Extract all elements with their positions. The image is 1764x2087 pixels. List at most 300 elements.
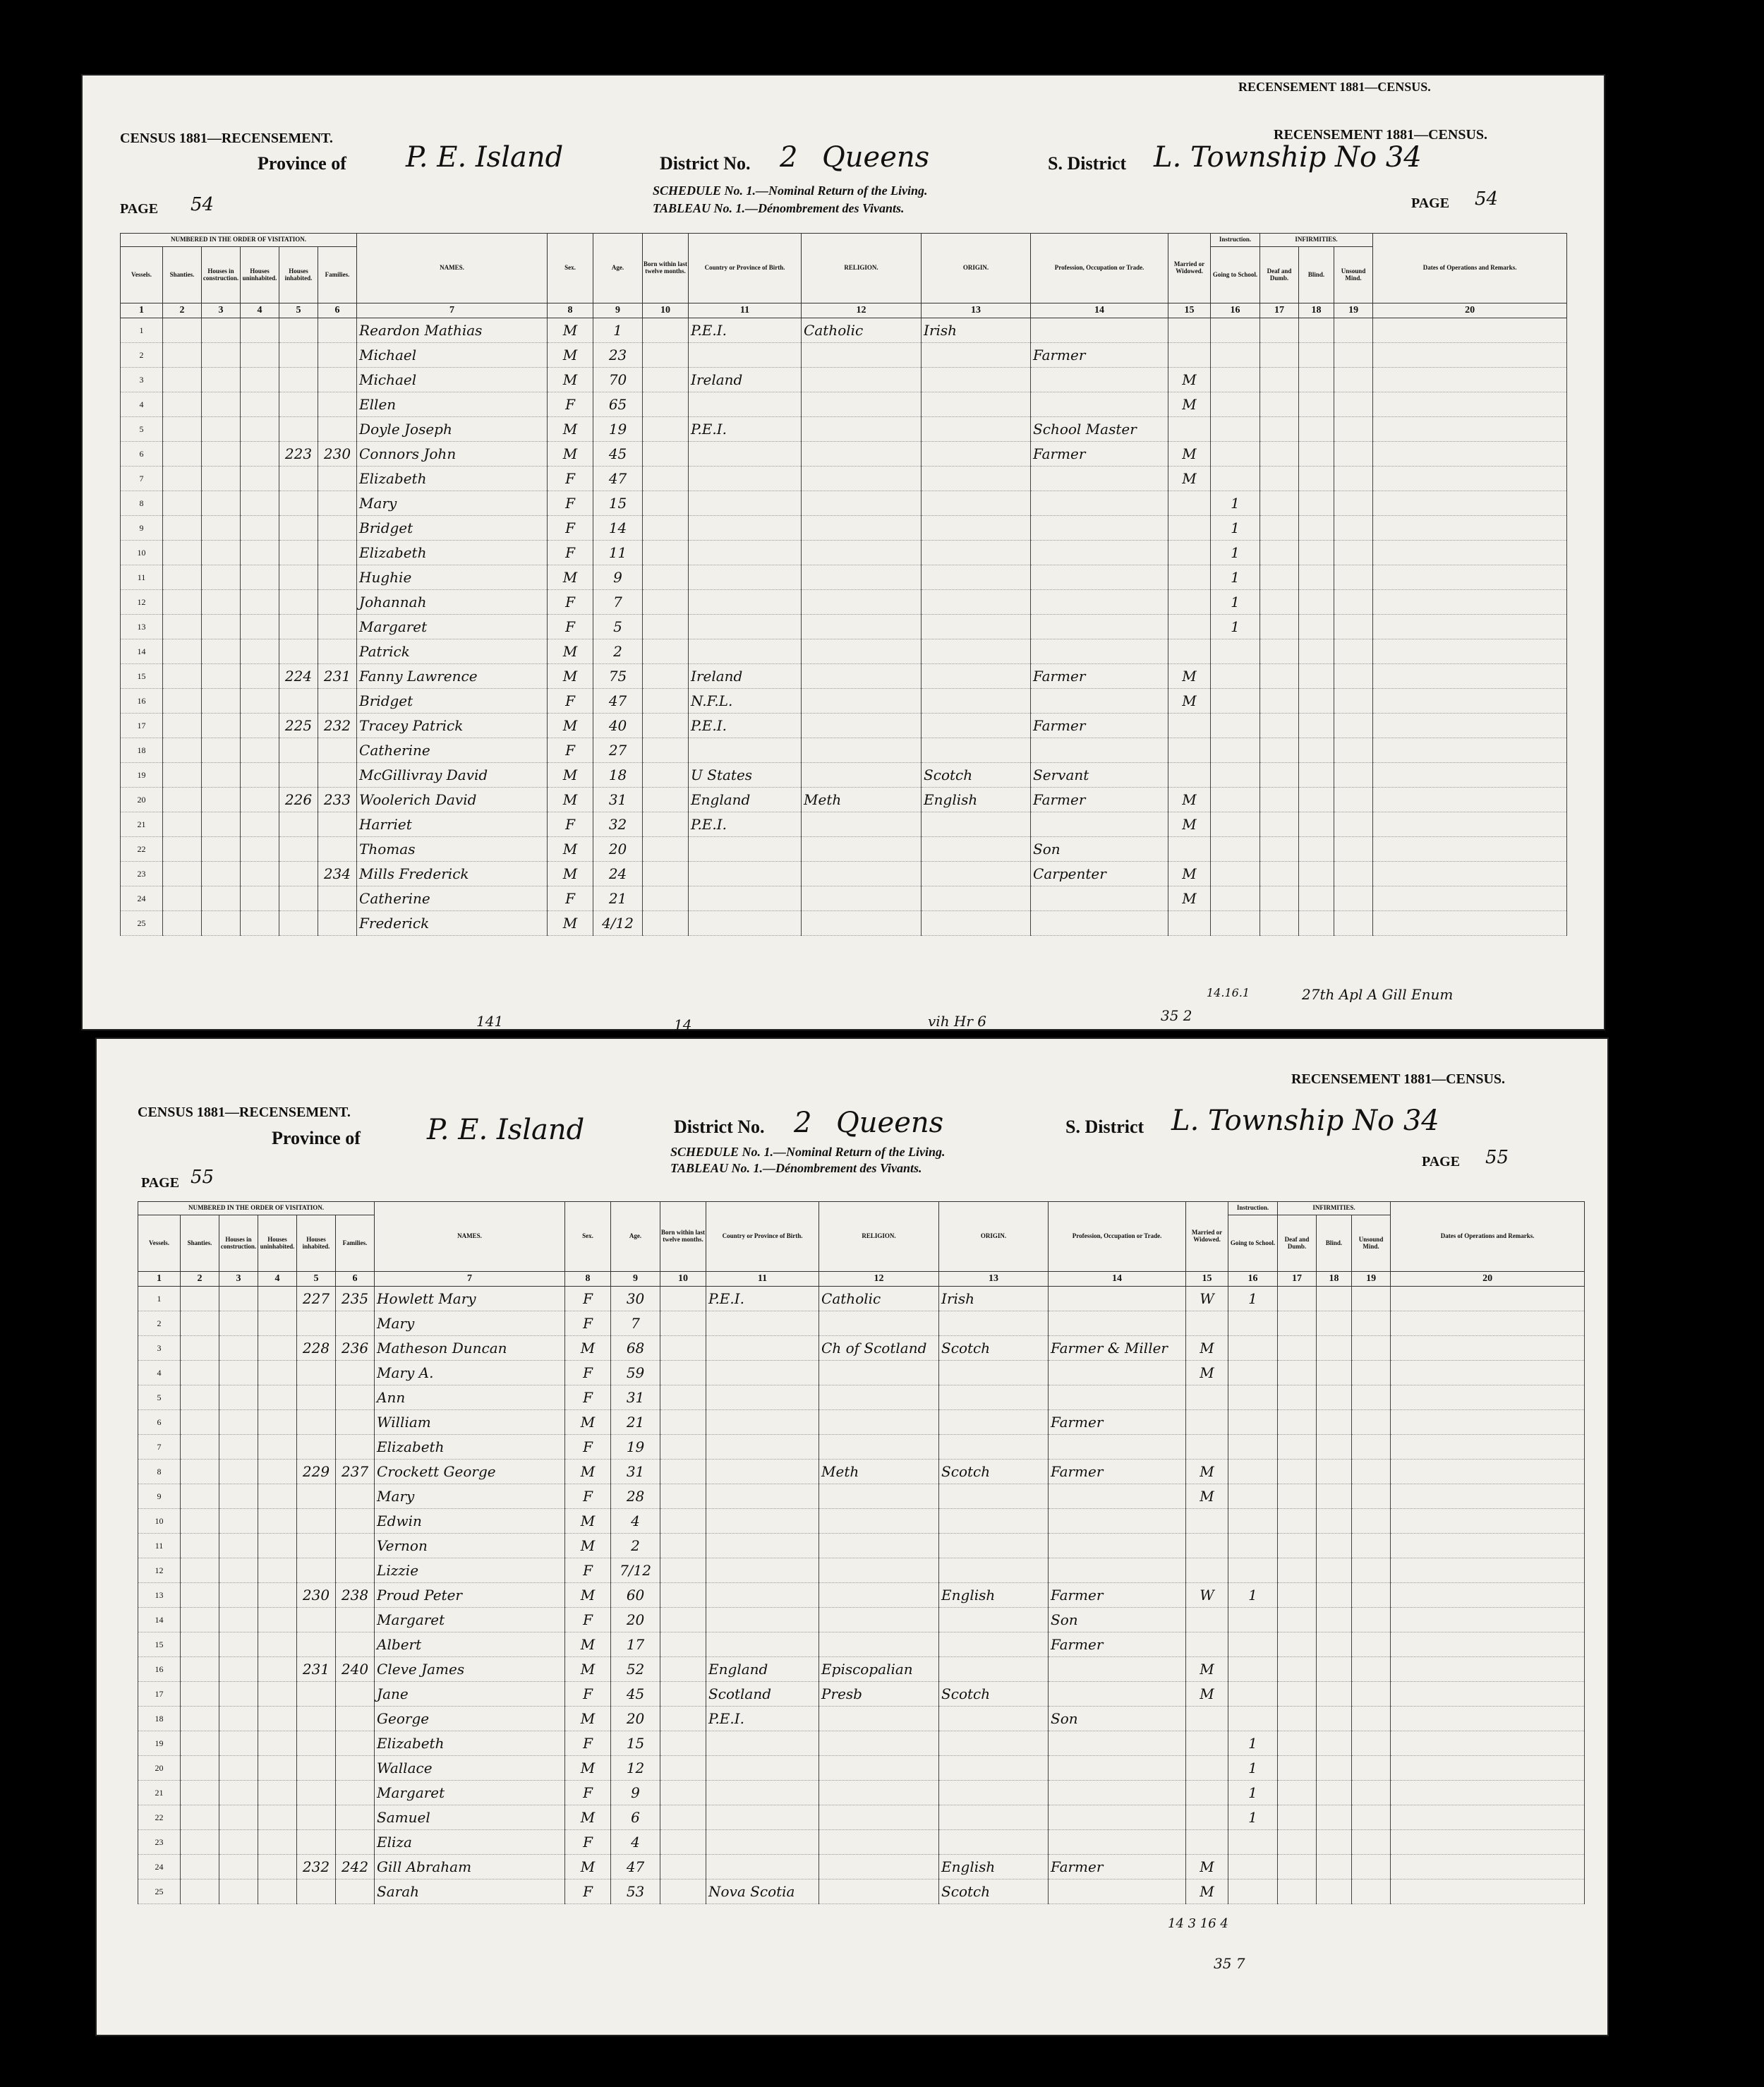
cell-sex: M (565, 1756, 611, 1781)
cell-shanties (163, 763, 202, 788)
cell-remarks (1391, 1558, 1585, 1583)
cell-deaf (1278, 1632, 1317, 1657)
cell-blind (1317, 1781, 1352, 1805)
cell-unsound (1352, 1460, 1391, 1484)
cell-age: 20 (593, 837, 643, 862)
cell-blind (1317, 1460, 1352, 1484)
cell-profession (1031, 491, 1168, 516)
cell-unsound (1334, 714, 1373, 738)
cell-deaf (1260, 862, 1299, 886)
cell-deaf (1278, 1879, 1317, 1904)
cell-uninhabited (258, 1731, 297, 1756)
cell-construction (202, 318, 241, 343)
col-number: 8 (548, 303, 593, 318)
cell-blind (1317, 1879, 1352, 1904)
cell-deaf (1260, 639, 1299, 664)
col-number: 13 (922, 303, 1031, 318)
cell-sex: M (565, 1805, 611, 1830)
cell-born (660, 1558, 706, 1583)
cell-uninhabited (258, 1805, 297, 1830)
cell-born (660, 1855, 706, 1879)
col-sex: Sex. (565, 1202, 611, 1272)
line-number: 25 (121, 911, 163, 936)
cell-married (1168, 516, 1211, 541)
cell-born (643, 837, 689, 862)
cell-religion (819, 1435, 939, 1460)
cell-country (689, 516, 802, 541)
cell-dwelling (297, 1484, 336, 1509)
cell-profession (1031, 516, 1168, 541)
cell-dwelling (297, 1632, 336, 1657)
cell-name: Mary (375, 1484, 565, 1509)
cell-origin (922, 590, 1031, 615)
cell-name: Cleve James (375, 1657, 565, 1682)
cell-construction (219, 1805, 258, 1830)
cell-construction (219, 1756, 258, 1781)
cell-name: Margaret (375, 1608, 565, 1632)
cell-uninhabited (241, 837, 279, 862)
table-row (121, 664, 1567, 689)
cell-sex: F (548, 689, 593, 714)
cell-remarks (1391, 1855, 1585, 1879)
remark-note: 27th Apl A Gill Enum (1302, 986, 1454, 1003)
cell-unsound (1334, 911, 1373, 936)
table-row (138, 1830, 1585, 1855)
cell-construction (202, 516, 241, 541)
cell-sex: M (548, 763, 593, 788)
cell-dwelling (297, 1534, 336, 1558)
col-number: 2 (181, 1272, 219, 1287)
cell-country (706, 1855, 819, 1879)
col-vessels: Vessels. (138, 1215, 181, 1272)
line-number: 7 (121, 467, 163, 491)
cell-deaf (1278, 1509, 1317, 1534)
cell-sex: M (548, 714, 593, 738)
cell-name: Elizabeth (375, 1435, 565, 1460)
cell-sex: M (565, 1707, 611, 1731)
cell-origin: Irish (922, 318, 1031, 343)
cell-dwelling (279, 516, 318, 541)
cell-unsound (1352, 1756, 1391, 1781)
cell-born (660, 1311, 706, 1336)
table-row (121, 689, 1567, 714)
cell-dwelling (279, 886, 318, 911)
line-number: 19 (138, 1731, 181, 1756)
cell-sex: M (548, 417, 593, 442)
line-number: 9 (138, 1484, 181, 1509)
cell-age: 45 (593, 442, 643, 467)
cell-sex: M (565, 1460, 611, 1484)
cell-age: 24 (593, 862, 643, 886)
cell-unsound (1334, 886, 1373, 911)
cell-born (643, 368, 689, 392)
cell-born (660, 1707, 706, 1731)
cell-name: Samuel (375, 1805, 565, 1830)
cell-dwelling (279, 837, 318, 862)
cell-deaf (1260, 442, 1299, 467)
cell-origin (922, 862, 1031, 886)
cell-uninhabited (258, 1311, 297, 1336)
schedule-title-fr: TABLEAU No. 1.—Dénombrement des Vivants. (653, 201, 905, 215)
cell-deaf (1260, 491, 1299, 516)
cell-deaf (1260, 664, 1299, 689)
cell-married: M (1186, 1682, 1228, 1707)
cell-origin (939, 1410, 1049, 1435)
province-value: P. E. Island (406, 141, 564, 174)
cell-construction (202, 639, 241, 664)
cell-family (336, 1435, 375, 1460)
line-number: 4 (121, 392, 163, 417)
cell-unsound (1334, 812, 1373, 837)
cell-age: 60 (611, 1583, 660, 1608)
cell-profession: Farmer (1031, 343, 1168, 368)
col-vessels: Vessels. (121, 247, 163, 303)
cell-country (689, 565, 802, 590)
cell-dwelling (279, 763, 318, 788)
cell-shanties (181, 1509, 219, 1534)
cell-deaf (1278, 1756, 1317, 1781)
cell-uninhabited (241, 689, 279, 714)
cell-sex: M (565, 1410, 611, 1435)
cell-remarks (1373, 491, 1567, 516)
cell-religion (802, 689, 922, 714)
cell-construction (219, 1608, 258, 1632)
cell-shanties (181, 1657, 219, 1682)
schedule-title-fr: TABLEAU No. 1.—Dénombrement des Vivants. (670, 1161, 922, 1175)
cell-deaf (1260, 763, 1299, 788)
cell-blind (1299, 689, 1334, 714)
cell-deaf (1278, 1707, 1317, 1731)
cell-school (1228, 1879, 1278, 1904)
cell-remarks (1373, 318, 1567, 343)
cell-shanties (163, 392, 202, 417)
cell-school (1211, 886, 1260, 911)
cell-shanties (181, 1558, 219, 1583)
cell-profession (1031, 812, 1168, 837)
cell-country (689, 738, 802, 763)
cell-school: 1 (1228, 1583, 1278, 1608)
cell-remarks (1373, 417, 1567, 442)
cell-married (1168, 714, 1211, 738)
col-number: 12 (819, 1272, 939, 1287)
table-row (138, 1731, 1585, 1756)
line-number: 7 (138, 1435, 181, 1460)
cell-country (706, 1805, 819, 1830)
cell-school (1228, 1608, 1278, 1632)
cell-remarks (1391, 1632, 1585, 1657)
cell-origin (939, 1781, 1049, 1805)
cell-country (706, 1756, 819, 1781)
cell-family (318, 368, 357, 392)
table-row (138, 1632, 1585, 1657)
cell-country (706, 1460, 819, 1484)
cell-blind (1317, 1558, 1352, 1583)
cell-origin (922, 615, 1031, 639)
cell-school (1228, 1361, 1278, 1385)
cell-age: 45 (611, 1682, 660, 1707)
cell-religion (802, 862, 922, 886)
cell-dwelling (297, 1509, 336, 1534)
cell-remarks (1373, 763, 1567, 788)
line-number: 21 (121, 812, 163, 837)
cell-construction (219, 1632, 258, 1657)
cell-profession (1049, 1558, 1186, 1583)
col-blind: Blind. (1317, 1215, 1352, 1272)
cell-married: M (1168, 467, 1211, 491)
col-houses-inhabited: Houses inhabited. (279, 247, 318, 303)
cell-uninhabited (241, 615, 279, 639)
cell-shanties (181, 1484, 219, 1509)
cell-name: Harriet (357, 812, 548, 837)
line-number: 23 (138, 1830, 181, 1855)
cell-country: P.E.I. (689, 812, 802, 837)
cell-blind (1317, 1731, 1352, 1756)
cell-school (1211, 392, 1260, 417)
cell-origin (939, 1830, 1049, 1855)
cell-blind (1317, 1311, 1352, 1336)
cell-school (1228, 1311, 1278, 1336)
cell-school (1211, 417, 1260, 442)
cell-sex: M (548, 565, 593, 590)
census-rows (121, 318, 1567, 936)
cell-deaf (1260, 417, 1299, 442)
cell-profession: School Master (1031, 417, 1168, 442)
cell-profession (1031, 738, 1168, 763)
cell-dwelling (297, 1361, 336, 1385)
cell-name: Proud Peter (375, 1583, 565, 1608)
col-number: 11 (706, 1272, 819, 1287)
cell-religion (819, 1805, 939, 1830)
cell-unsound (1334, 343, 1373, 368)
cell-deaf (1278, 1608, 1317, 1632)
cell-age: 1 (593, 318, 643, 343)
cell-family (318, 689, 357, 714)
left-title: CENSUS 1881—RECENSEMENT. (120, 131, 333, 146)
cell-profession: Farmer (1031, 442, 1168, 467)
cell-born (660, 1509, 706, 1534)
cell-profession (1031, 541, 1168, 565)
cell-unsound (1334, 615, 1373, 639)
cell-remarks (1391, 1657, 1585, 1682)
cell-remarks (1391, 1707, 1585, 1731)
cell-construction (219, 1657, 258, 1682)
cell-born (660, 1336, 706, 1361)
census-page-54 (81, 74, 1605, 1033)
cell-origin (939, 1311, 1049, 1336)
col-number: 15 (1168, 303, 1211, 318)
cell-name: Johannah (357, 590, 548, 615)
table-row (121, 886, 1567, 911)
cell-family (336, 1879, 375, 1904)
cell-family: 240 (336, 1657, 375, 1682)
cell-age: 75 (593, 664, 643, 689)
cell-religion: Episcopalian (819, 1657, 939, 1682)
page-number-right: 55 (1485, 1147, 1509, 1168)
col-unsound: Unsound Mind. (1352, 1215, 1391, 1272)
cell-religion (819, 1830, 939, 1855)
table-row (121, 837, 1567, 862)
cell-country (689, 615, 802, 639)
table-row (121, 763, 1567, 788)
cell-married (1168, 738, 1211, 763)
cell-country: Ireland (689, 664, 802, 689)
table-row (138, 1509, 1585, 1534)
cell-remarks (1391, 1534, 1585, 1558)
cell-remarks (1391, 1361, 1585, 1385)
line-number: 24 (121, 886, 163, 911)
cell-country (706, 1435, 819, 1460)
cell-school (1228, 1830, 1278, 1855)
cell-age: 65 (593, 392, 643, 417)
cell-born (643, 788, 689, 812)
cell-country: P.E.I. (689, 318, 802, 343)
cell-family (336, 1707, 375, 1731)
cell-school (1228, 1509, 1278, 1534)
cell-unsound (1334, 467, 1373, 491)
cell-dwelling (279, 541, 318, 565)
cell-deaf (1278, 1830, 1317, 1855)
cell-uninhabited (258, 1879, 297, 1904)
cell-school (1211, 763, 1260, 788)
cell-blind (1317, 1657, 1352, 1682)
cell-sex: M (548, 837, 593, 862)
cell-construction (202, 911, 241, 936)
cell-married (1186, 1756, 1228, 1781)
cell-religion: Catholic (802, 318, 922, 343)
cell-blind (1317, 1855, 1352, 1879)
cell-married: M (1168, 862, 1211, 886)
cell-construction (202, 392, 241, 417)
cell-born (643, 467, 689, 491)
census-table (120, 233, 1567, 936)
cell-school: 1 (1211, 565, 1260, 590)
cell-remarks (1391, 1435, 1585, 1460)
cell-deaf (1260, 392, 1299, 417)
cell-school: 1 (1228, 1756, 1278, 1781)
district-label: District No. (674, 1117, 765, 1137)
col-number: 5 (279, 303, 318, 318)
line-number: 8 (121, 491, 163, 516)
cell-uninhabited (258, 1682, 297, 1707)
cell-construction (202, 689, 241, 714)
cell-religion (819, 1632, 939, 1657)
cell-married: M (1186, 1361, 1228, 1385)
cell-married: M (1186, 1657, 1228, 1682)
cell-married (1186, 1558, 1228, 1583)
cell-sex: M (548, 664, 593, 689)
cell-blind (1299, 714, 1334, 738)
cell-unsound (1334, 541, 1373, 565)
col-number: 3 (202, 303, 241, 318)
cell-uninhabited (258, 1509, 297, 1534)
cell-family (336, 1731, 375, 1756)
cell-name: Reardon Mathias (357, 318, 548, 343)
cell-shanties (181, 1336, 219, 1361)
cell-blind (1317, 1608, 1352, 1632)
cell-profession (1031, 639, 1168, 664)
cell-age: 27 (593, 738, 643, 763)
margin-note: 14.16.1 (1207, 986, 1250, 999)
table-row (138, 1855, 1585, 1879)
cell-construction (219, 1287, 258, 1311)
cell-construction (219, 1361, 258, 1385)
cell-name: Howlett Mary (375, 1287, 565, 1311)
col-number: 20 (1373, 303, 1567, 318)
cell-country (706, 1608, 819, 1632)
cell-blind (1299, 318, 1334, 343)
cell-dwelling (297, 1311, 336, 1336)
cell-blind (1317, 1756, 1352, 1781)
cell-family (336, 1311, 375, 1336)
cell-remarks (1373, 442, 1567, 467)
cell-dwelling: 232 (297, 1855, 336, 1879)
cell-uninhabited (258, 1484, 297, 1509)
cell-school: 1 (1211, 541, 1260, 565)
line-number: 11 (121, 565, 163, 590)
cell-family (318, 812, 357, 837)
cell-unsound (1352, 1657, 1391, 1682)
cell-sex: F (548, 812, 593, 837)
cell-shanties (163, 714, 202, 738)
cell-profession: Servant (1031, 763, 1168, 788)
cell-uninhabited (241, 714, 279, 738)
line-number: 14 (138, 1608, 181, 1632)
cell-unsound (1334, 590, 1373, 615)
cell-dwelling (297, 1558, 336, 1583)
cell-country (689, 467, 802, 491)
cell-dwelling: 223 (279, 442, 318, 467)
cell-name: Frederick (357, 911, 548, 936)
table-row (121, 368, 1567, 392)
cell-name: Mary (375, 1311, 565, 1336)
cell-sex: F (565, 1385, 611, 1410)
cell-shanties (181, 1583, 219, 1608)
cell-married (1168, 318, 1211, 343)
cell-shanties (163, 812, 202, 837)
census-page-55 (95, 1038, 1609, 2036)
cell-born (643, 516, 689, 541)
column-numbers (121, 303, 1567, 318)
cell-deaf (1260, 590, 1299, 615)
col-houses-uninhabited: Houses uninhabited. (241, 247, 279, 303)
cell-uninhabited (241, 862, 279, 886)
cell-shanties (163, 417, 202, 442)
cell-age: 7/12 (611, 1558, 660, 1583)
cell-religion (819, 1608, 939, 1632)
cell-uninhabited (241, 343, 279, 368)
cell-family: 230 (318, 442, 357, 467)
cell-married (1168, 541, 1211, 565)
cell-construction (219, 1830, 258, 1855)
cell-deaf (1278, 1460, 1317, 1484)
cell-unsound (1352, 1534, 1391, 1558)
footer-note: 35 7 (1214, 1955, 1245, 1972)
cell-religion (819, 1484, 939, 1509)
col-number: 14 (1049, 1272, 1186, 1287)
col-number: 6 (336, 1272, 375, 1287)
cell-born (643, 664, 689, 689)
cell-family (336, 1534, 375, 1558)
col-profession: Profession, Occupation or Trade. (1049, 1202, 1186, 1272)
cell-blind (1299, 541, 1334, 565)
cell-school: 1 (1211, 516, 1260, 541)
cell-shanties (181, 1361, 219, 1385)
cell-born (643, 639, 689, 664)
col-number: 4 (241, 303, 279, 318)
cell-born (643, 812, 689, 837)
cell-name: McGillivray David (357, 763, 548, 788)
cell-blind (1299, 738, 1334, 763)
